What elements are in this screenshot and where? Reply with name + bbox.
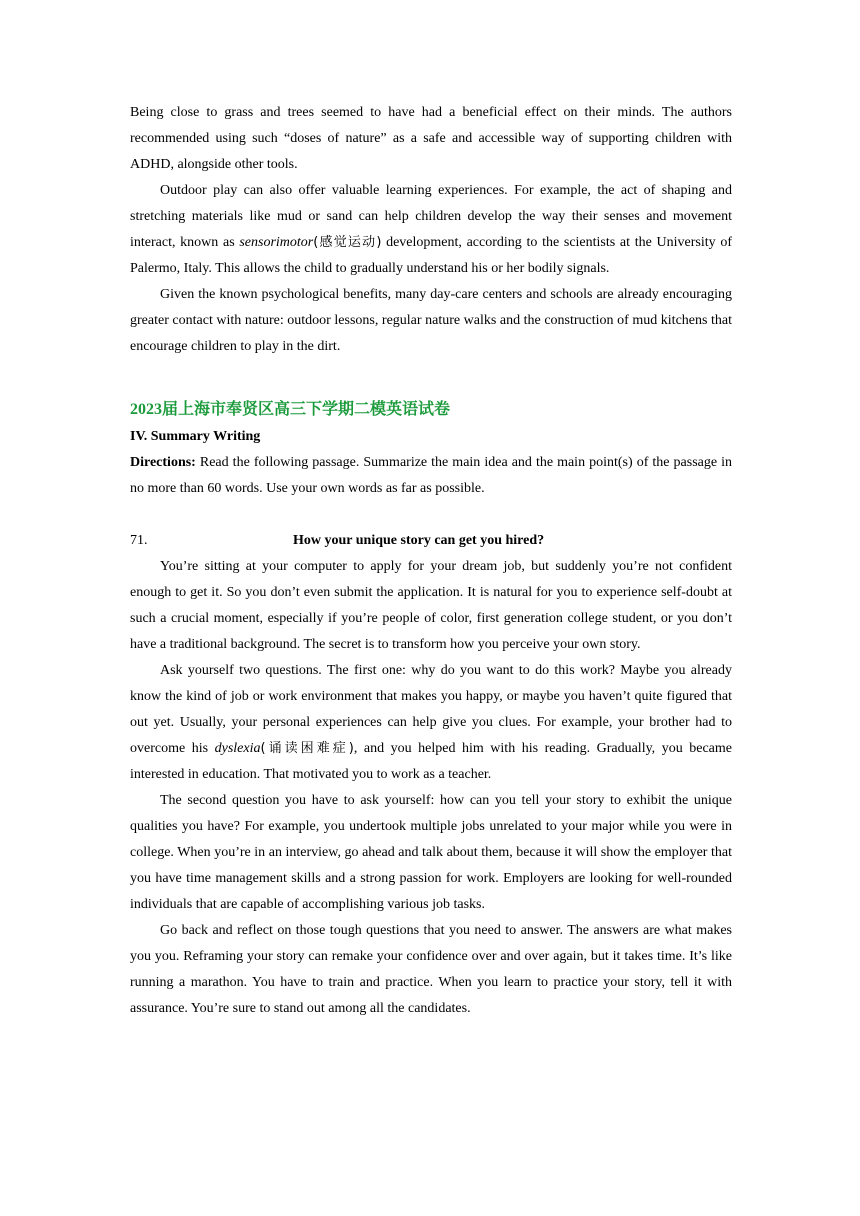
- question-header: [130, 528, 732, 554]
- text-run: , and you helped him with his reading. Gradually, you became interested in education. That motivated you to work as a teacher.: [130, 741, 732, 782]
- passage2-paragraph-1: You’re sitting at your computer to apply for your dream job, but suddenly you’re not confident enough to get it. So you don’t even submit the application. It is natural for you to experience self-doubt at such a crucial moment, especially if you’re people of color, first generation college student, or you don’t have a traditional background. The secret is to transform how you perceive your own story.: [130, 559, 732, 652]
- part-title: IV. Summary Writing: [130, 429, 261, 444]
- term-sensorimotor: sensorimotor: [239, 235, 314, 250]
- passage2-paragraph-2: [130, 658, 732, 788]
- passage1-paragraph-1: Being close to grass and trees seemed to have had a beneficial effect on their minds. The authors recommended using such “doses of nature” as a safe and accessible way of supporting children with ADHD, alongside other tools.: [130, 105, 732, 172]
- document-page: [130, 100, 732, 1022]
- directions-text: Read the following passage. Summarize the main idea and the main point(s) of the passage in no more than 60 words. Use your own words as far as possible.: [130, 455, 732, 496]
- term-dyslexia: dyslexia: [214, 741, 261, 756]
- directions-label: Directions:: [130, 455, 196, 470]
- passage2-paragraph-4: Go back and reflect on those tough questions that you need to answer. The answers are what makes you you. Reframing your story can remake your confidence over and over again, but it takes time. It’s like running a marathon. You have to train and practice. When you learn to practice your story, tell it with assurance. You’re sure to stand out among all the candidates.: [130, 923, 732, 1016]
- text-run: Ask yourself two questions. The first one: why do you want to do this work? Maybe you already know the kind of job or work environment that makes you happy, or maybe you haven’t quite figured that out yet. Usually, your personal experiences can help give you clues. For example, your brother had to overcome his: [130, 663, 732, 756]
- passage1-paragraph-3: Given the known psychological benefits, many day-care centers and schools are already encouraging greater contact with nature: outdoor lessons, regular nature walks and the construction of mud kitchens that encourage children to play in the dirt.: [130, 287, 732, 354]
- directions: [130, 450, 732, 502]
- chinese-gloss: (感觉运动): [313, 235, 382, 250]
- passage-title: How your unique story can get you hired?: [293, 533, 545, 548]
- question-number: 71.: [130, 533, 148, 548]
- text-run: development, according to the scientists at the University of Palermo, Italy. This allows the child to gradually understand his or her bodily signals.: [130, 235, 732, 276]
- exam-heading: 2023届上海市奉贤区高三下学期二模英语试卷: [130, 401, 451, 418]
- chinese-gloss: (诵读困难症): [260, 741, 354, 756]
- text-run: Outdoor play can also offer valuable learning experiences. For example, the act of shaping and stretching materials like mud or sand can help children develop the way their senses and movement interact, known as: [130, 183, 732, 250]
- passage2-paragraph-3: The second question you have to ask yourself: how can you tell your story to exhibit the unique qualities you have? For example, you undertook multiple jobs unrelated to your major while you were in college. When you’re in an interview, go ahead and talk about them, because it will show the employer that you have time management skills and a strong passion for work. Employers are looking for well-rounded individuals that are capable of accomplishing various job tasks.: [130, 793, 732, 912]
- passage1-paragraph-2: [130, 178, 732, 282]
